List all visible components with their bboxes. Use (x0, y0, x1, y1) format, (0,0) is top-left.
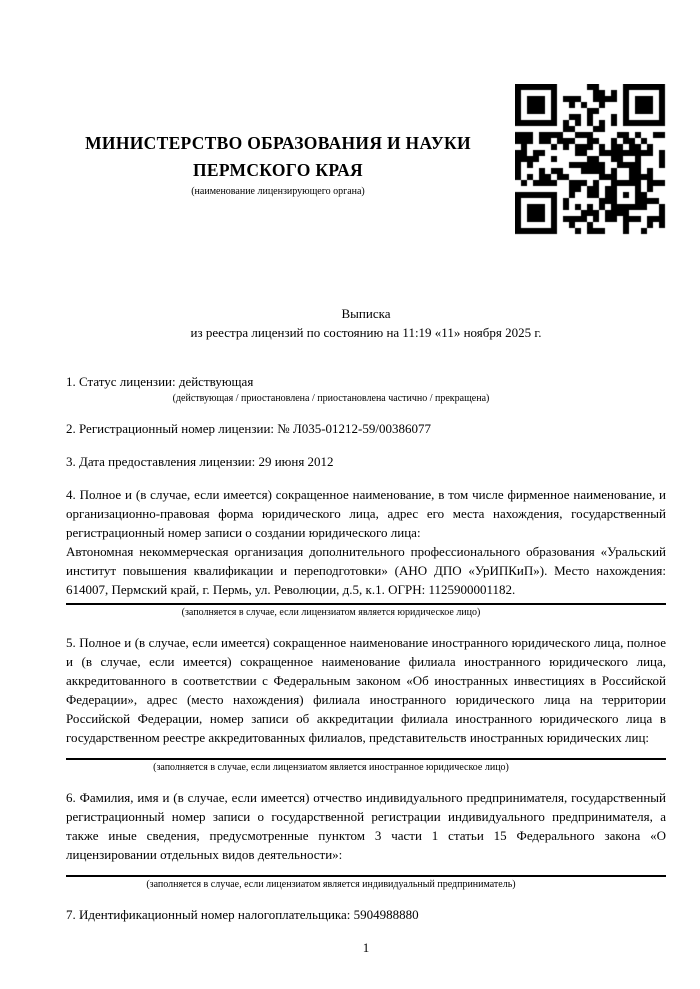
license-items (66, 372, 666, 924)
item-registration-number (66, 419, 666, 438)
item-legal-entity (66, 485, 666, 619)
item-5-text: 5. Полное и (в случае, если имеется) сокращенное наименование иностранного юридического лица, полное и (в случае, если имеется) сокращенное наименование филиала иностранного юридического лица, аккредитованного в соответствии с Федеральным законом «Об иностранных инвестициях в Российской Федерации», адрес (место нахождения) филиала иностранного юридического лица на территории Российской Федерации, номер записи об аккредитации филиала иностранного юридического лица в государственном реестре аккредитованных филиалов, представительств иностранных юридических лиц: (66, 635, 666, 745)
item-4-caption: (заполняется в случае, если лицензиатом является юридическое лицо) (181, 607, 481, 618)
licensing-authority-caption: (наименование лицензирующего органа) (191, 186, 365, 197)
page-number: 1 (362, 940, 370, 955)
ministry-name-line1: МИНИСТЕРСТВО ОБРАЗОВАНИЯ И НАУКИ (85, 133, 471, 153)
item-5-caption: (заполняется в случае, если лицензиатом является иностранное юридическое лицо) (153, 762, 509, 773)
item-1-caption: (действующая / приостановлена / приостановлена частично / прекращена) (172, 393, 490, 404)
item-7-text: 7. Идентификационный номер налогоплательщика: 5904988880 (66, 907, 419, 922)
item-6-caption: (заполняется в случае, если лицензиатом является индивидуальный предприниматель) (146, 879, 516, 890)
document-title-line2: из реестра лицензий по состоянию на 11:19 «11» ноября 2025 г. (190, 325, 542, 340)
document-header (66, 84, 666, 237)
item-4-text: 4. Полное и (в случае, если имеется) сокращенное наименование, в том числе фирменное наименование, и организационно-правовая форма юридического лица, адрес его места нахождения, государственный регистрационный номер записи о создании юридического лица: (66, 487, 666, 540)
item-license-date (66, 452, 666, 471)
qr-code-canvas (515, 84, 666, 235)
ministry-name-line2: ПЕРМСКОГО КРАЯ (193, 160, 363, 180)
item-3-text: 3. Дата предоставления лицензии: 29 июня 2012 (66, 454, 334, 469)
item-taxpayer-number (66, 905, 666, 924)
item-6-rule (66, 875, 666, 877)
item-5-rule (66, 758, 666, 760)
document-title-line1: Выписка (341, 306, 391, 321)
item-license-status (66, 372, 666, 405)
item-individual-entrepreneur (66, 788, 666, 891)
item-4-rule (66, 603, 666, 605)
item-foreign-entity (66, 633, 666, 774)
item-2-text: 2. Регистрационный номер лицензии: № Л035-01212-59/00386077 (66, 421, 432, 436)
qr-code-icon (515, 84, 666, 237)
item-4-value: Автономная некоммерческая организация дополнительного профессионального образования «Уральский институт повышения квалификации и переподготовки» (АНО ДПО «УрИПКиП»). Место нахождения: 614007, Пермский край, г. Пермь, ул. Революции, д.5, к.1. ОГРН: 1125900001182. (66, 544, 666, 597)
item-6-text: 6. Фамилия, имя и (в случае, если имеется) отчество индивидуального предпринимателя, государственный регистрационный номер записи о государственной регистрации индивидуального предпринимателя, а также иные сведения, предусмотренные пунктом 3 части 1 статьи 15 Федерального закона «О лицензировании отдельных видов деятельности»: (66, 790, 666, 862)
document-title (66, 304, 666, 342)
licensing-authority (66, 130, 490, 198)
item-1-text: 1. Статус лицензии: действующая (66, 374, 254, 389)
